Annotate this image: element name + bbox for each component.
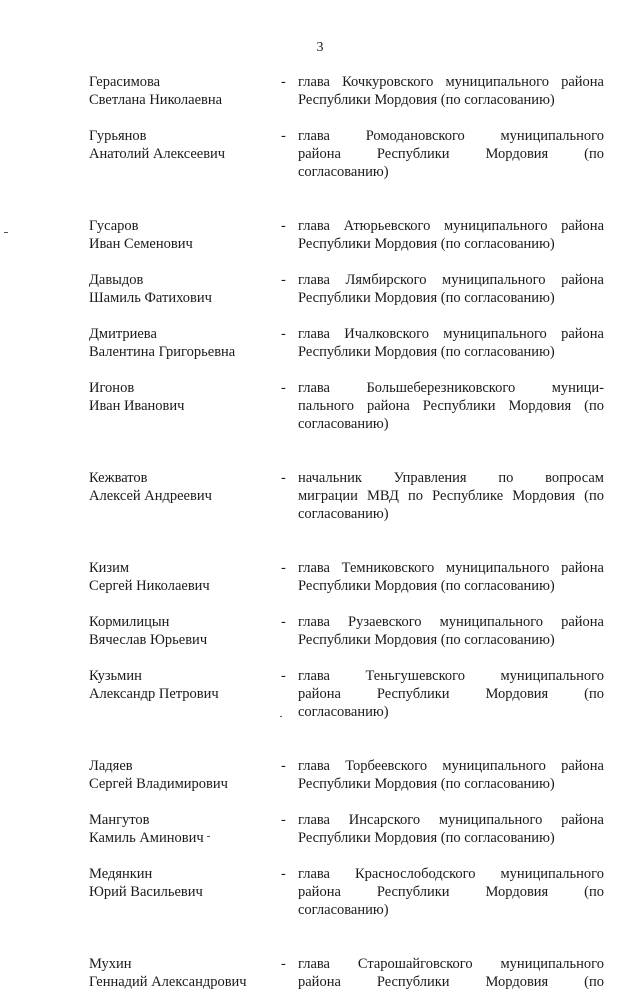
member-given-names: Сергей Владимирович bbox=[89, 776, 228, 792]
member-role bbox=[298, 469, 604, 523]
member-given-names: Анатолий Алексеевич bbox=[89, 146, 226, 162]
member-given-names: Иван Иванович bbox=[89, 398, 185, 414]
member-role bbox=[298, 73, 604, 109]
member-entry bbox=[89, 559, 604, 595]
member-role bbox=[298, 271, 604, 307]
member-entry bbox=[89, 757, 604, 793]
role-line: глава Кочкуровского муниципального района bbox=[298, 74, 604, 90]
role-line: глава Ромодановского муниципального bbox=[298, 128, 604, 144]
member-name bbox=[89, 955, 281, 991]
member-given-names: Алексей Андреевич bbox=[89, 488, 212, 504]
member-role bbox=[298, 955, 604, 991]
member-surname: Кормилицын bbox=[89, 614, 170, 630]
member-role bbox=[298, 559, 604, 595]
role-line: согласованию) bbox=[298, 416, 389, 432]
entry-dash: - bbox=[281, 380, 286, 396]
role-line: глава Атюрьевского муниципального района bbox=[298, 218, 604, 234]
entry-dash: - bbox=[281, 326, 286, 342]
member-list bbox=[89, 73, 604, 991]
member-entry bbox=[89, 811, 604, 847]
member-name bbox=[89, 217, 281, 253]
member-name bbox=[89, 379, 281, 415]
member-entry bbox=[89, 217, 604, 253]
role-line: глава Рузаевского муниципального района bbox=[298, 614, 604, 630]
role-line: глава Теньгушевского муниципального bbox=[298, 668, 604, 684]
member-given-names: Валентина Григорьевна bbox=[89, 344, 236, 360]
member-entry bbox=[89, 613, 604, 649]
member-surname: Ладяев bbox=[89, 758, 133, 774]
member-surname: Дмитриева bbox=[89, 326, 157, 342]
member-surname: Кежватов bbox=[89, 470, 148, 486]
member-given-names: Светлана Николаевна bbox=[89, 92, 223, 108]
role-line: согласованию) bbox=[298, 506, 389, 522]
scan-speck bbox=[280, 716, 282, 717]
entry-dash: - bbox=[281, 866, 286, 882]
member-name bbox=[89, 127, 281, 163]
entry-dash: - bbox=[281, 470, 286, 486]
member-given-names: Геннадий Александрович bbox=[89, 974, 247, 990]
member-surname: Мангутов bbox=[89, 812, 150, 828]
role-line: пального района Республики Мордовия (по bbox=[298, 398, 604, 414]
role-line: глава Темниковского муниципального района bbox=[298, 560, 604, 576]
role-line: глава Лямбирского муниципального района bbox=[298, 272, 604, 288]
role-line: Республики Мордовия (по согласованию) bbox=[298, 578, 555, 594]
member-role bbox=[298, 325, 604, 361]
role-line: миграции МВД по Республике Мордовия (по bbox=[298, 488, 604, 504]
member-name bbox=[89, 613, 281, 649]
entry-dash: - bbox=[281, 218, 286, 234]
role-line: глава Старошайговского муниципального bbox=[298, 956, 604, 972]
entry-dash: - bbox=[281, 560, 286, 576]
member-role bbox=[298, 379, 604, 433]
entry-dash: - bbox=[281, 614, 286, 630]
member-entry bbox=[89, 271, 604, 307]
member-name bbox=[89, 559, 281, 595]
entry-dash: - bbox=[281, 668, 286, 684]
member-name bbox=[89, 469, 281, 505]
member-entry bbox=[89, 955, 604, 991]
entry-dash: - bbox=[281, 74, 286, 90]
member-surname: Игонов bbox=[89, 380, 135, 396]
role-line: Республики Мордовия (по согласованию) bbox=[298, 632, 555, 648]
role-line: согласованию) bbox=[298, 902, 389, 918]
role-line: района Республики Мордовия (по bbox=[298, 686, 604, 702]
member-name bbox=[89, 271, 281, 307]
member-entry bbox=[89, 127, 604, 181]
role-line: Республики Мордовия (по согласованию) bbox=[298, 776, 555, 792]
entry-dash: - bbox=[281, 812, 286, 828]
member-surname: Мухин bbox=[89, 956, 132, 972]
member-given-names: Юрий Васильевич bbox=[89, 884, 203, 900]
member-given-names: Александр Петрович bbox=[89, 686, 219, 702]
role-line: района Республики Мордовия (по bbox=[298, 974, 604, 990]
page-number: 3 bbox=[316, 40, 324, 55]
member-role bbox=[298, 811, 604, 847]
member-surname: Гурьянов bbox=[89, 128, 147, 144]
entry-dash: - bbox=[281, 758, 286, 774]
role-line: согласованию) bbox=[298, 704, 389, 720]
member-surname: Герасимова bbox=[89, 74, 161, 90]
role-line: глава Инсарского муниципального района bbox=[298, 812, 604, 828]
member-surname: Кузьмин bbox=[89, 668, 142, 684]
member-role bbox=[298, 865, 604, 919]
member-entry bbox=[89, 325, 604, 361]
member-name bbox=[89, 865, 281, 901]
member-role bbox=[298, 613, 604, 649]
member-surname: Гусаров bbox=[89, 218, 139, 234]
role-line: района Республики Мордовия (по bbox=[298, 146, 604, 162]
member-entry bbox=[89, 865, 604, 919]
member-given-names: Сергей Николаевич bbox=[89, 578, 210, 594]
member-role bbox=[298, 757, 604, 793]
role-line: района Республики Мордовия (по bbox=[298, 884, 604, 900]
member-given-names: Иван Семенович bbox=[89, 236, 193, 252]
member-surname: Кизим bbox=[89, 560, 130, 576]
member-given-names: Вячеслав Юрьевич bbox=[89, 632, 208, 648]
role-line: Республики Мордовия (по согласованию) bbox=[298, 92, 555, 108]
entry-dash: - bbox=[281, 128, 286, 144]
role-line: Республики Мордовия (по согласованию) bbox=[298, 236, 555, 252]
member-entry bbox=[89, 379, 604, 433]
role-line: Республики Мордовия (по согласованию) bbox=[298, 290, 555, 306]
role-line: глава Краснослободского муниципального bbox=[298, 866, 604, 882]
member-surname: Давыдов bbox=[89, 272, 144, 288]
member-entry bbox=[89, 73, 604, 109]
role-line: глава Большеберезниковского муници- bbox=[298, 380, 604, 396]
member-role bbox=[298, 667, 604, 721]
entry-dash: - bbox=[281, 956, 286, 972]
member-entry bbox=[89, 667, 604, 721]
member-name bbox=[89, 73, 281, 109]
member-given-names: Камиль Аминович bbox=[89, 830, 204, 846]
role-line: глава Торбеевского муниципального района bbox=[298, 758, 604, 774]
role-line: Республики Мордовия (по согласованию) bbox=[298, 830, 555, 846]
role-line: глава Ичалковского муниципального района bbox=[298, 326, 604, 342]
role-line: Республики Мордовия (по согласованию) bbox=[298, 344, 555, 360]
member-given-names: Шамиль Фатихович bbox=[89, 290, 212, 306]
member-name bbox=[89, 811, 281, 847]
member-surname: Медянкин bbox=[89, 866, 153, 882]
member-role bbox=[298, 127, 604, 181]
role-line: начальник Управления по вопросам bbox=[298, 470, 604, 486]
scan-speck bbox=[207, 836, 210, 837]
role-line: согласованию) bbox=[298, 164, 389, 180]
scan-speck bbox=[4, 232, 8, 233]
member-entry bbox=[89, 469, 604, 523]
member-name bbox=[89, 325, 281, 361]
member-role bbox=[298, 217, 604, 253]
entry-dash: - bbox=[281, 272, 286, 288]
member-name bbox=[89, 757, 281, 793]
member-name bbox=[89, 667, 281, 703]
